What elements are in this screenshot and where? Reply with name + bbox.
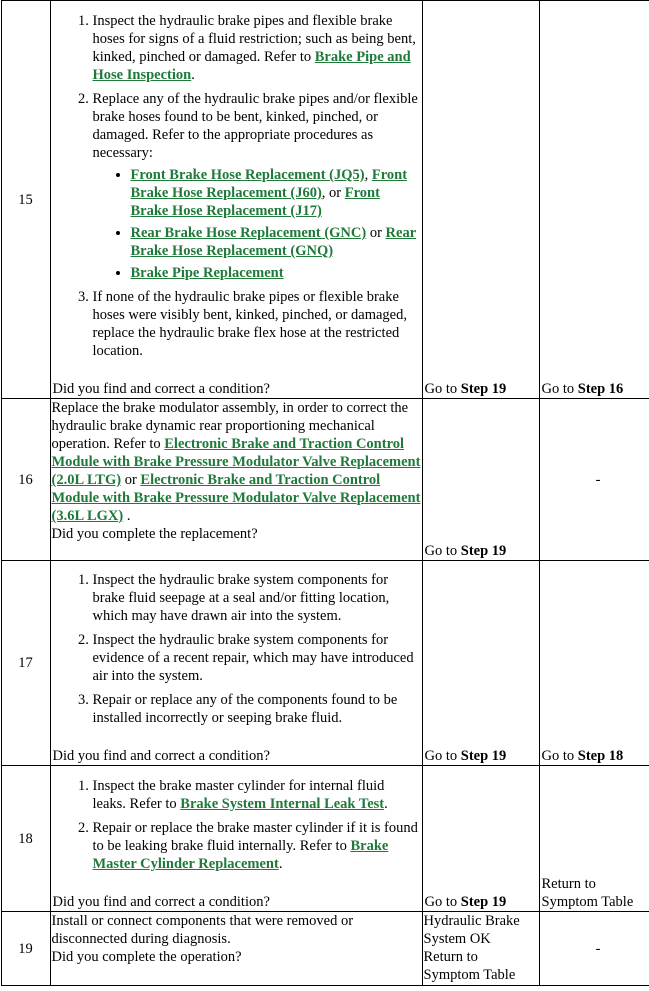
no-goto	[542, 748, 624, 764]
yes-cell	[422, 561, 539, 766]
question-text: Did you find and correct a condition?	[52, 894, 270, 910]
action-cell	[50, 766, 422, 912]
action-cell	[50, 399, 422, 561]
step-ref: Step 19	[460, 543, 507, 559]
internal-leak-test-link[interactable]: Brake System Internal Leak Test	[180, 796, 385, 812]
brake-pipe-hose-inspection-link[interactable]: Brake Pipe and Hose Inspection	[92, 49, 411, 83]
action-list	[53, 12, 420, 360]
action-cell	[50, 1, 422, 399]
yes-goto	[425, 543, 507, 559]
yes-cell	[422, 912, 539, 986]
list-item	[131, 264, 420, 282]
diagnostic-table	[1, 0, 649, 986]
table-row	[1, 1, 649, 399]
step-ref: Step 19	[460, 894, 507, 910]
list-item: 3. Repair or replace any of the components found to be installed incorrectly or seeping brake fluid.	[93, 691, 420, 727]
ebtcm-3-6l-lgx-link[interactable]: Electronic Brake and Traction Control Module with Brake Pressure Modulator Valve Replacement (3.6L LGX)	[51, 472, 421, 524]
step-ref: Step 18	[577, 748, 624, 764]
goto-prefix: Go to	[424, 543, 461, 559]
list-item	[131, 224, 420, 260]
front-hose-j17-link[interactable]: Front Brake Hose Replacement (J17)	[130, 185, 380, 219]
action-cell	[50, 912, 422, 986]
question-text: Did you find and correct a condition?	[52, 381, 270, 397]
no-goto	[542, 381, 624, 397]
question-text: Did you complete the operation?	[51, 949, 242, 965]
goto-prefix: Go to	[424, 748, 461, 764]
list-item	[93, 819, 420, 873]
yes-goto	[425, 894, 507, 910]
item-text: Replace the brake modulator assembly, in order to correct the hydraulic brake dynamic rear proportioning mechanical operation. Refer to	[51, 400, 409, 452]
separator-text: or	[121, 472, 141, 488]
goto-prefix: Go to	[424, 381, 461, 397]
procedure-list	[93, 166, 420, 282]
action-text: Install or connect components that were removed or disconnected during diagnosis.	[51, 913, 354, 947]
no-cell: -	[539, 912, 649, 986]
ebtcm-2-0l-ltg-link[interactable]: Electronic Brake and Traction Control Module with Brake Pressure Modulator Valve Replacement (2.0L LTG)	[51, 436, 421, 488]
action-text	[52, 399, 421, 525]
step-number: 15	[1, 1, 50, 399]
goto-prefix: Go to	[541, 748, 578, 764]
action-list	[53, 571, 420, 727]
no-cell: -	[539, 399, 649, 561]
goto-prefix: Go to	[424, 894, 461, 910]
list-item: 1. Inspect the hydraulic brake system components for brake fluid seepage at a seal and/or fitting location, which may have drawn air into the system.	[93, 571, 420, 625]
front-hose-j60-link[interactable]: Front Brake Hose Replacement (J60)	[130, 167, 408, 201]
question-text: Did you complete the replacement?	[51, 526, 258, 542]
goto-prefix: Go to	[541, 381, 578, 397]
list-item	[93, 90, 420, 282]
item-text: Repair or replace the brake master cylinder if it is found to be leaking brake fluid internally. Refer to	[92, 820, 418, 854]
step-ref: Step 19	[460, 381, 507, 397]
step-number: 18	[1, 766, 50, 912]
table-row	[1, 561, 649, 766]
yes-cell	[422, 1, 539, 399]
item-text: Replace any of the hydraulic brake pipes and/or flexible brake hoses found to be bent, kinked, pinched, or damaged. Refer to the appropriate procedures as necessary:	[92, 91, 418, 161]
list-item	[93, 288, 420, 360]
table-row	[1, 912, 649, 986]
table-row	[1, 399, 649, 561]
table-row	[1, 766, 649, 912]
front-hose-jq5-link[interactable]: Front Brake Hose Replacement (JQ5)	[130, 167, 365, 183]
yes-goto	[425, 381, 507, 397]
item-text: Inspect the brake master cylinder for internal fluid leaks. Refer to	[92, 778, 385, 812]
brake-pipe-replacement-link[interactable]: Brake Pipe Replacement	[130, 265, 284, 281]
return-text: Return to Symptom Table	[423, 949, 516, 983]
yes-cell	[422, 766, 539, 912]
master-cylinder-replacement-link[interactable]: Brake Master Cylinder Replacement	[92, 838, 389, 872]
rear-hose-gnq-link[interactable]: Rear Brake Hose Replacement (GNQ)	[130, 225, 417, 259]
action-list	[53, 777, 420, 873]
item-text: .	[191, 67, 195, 83]
list-item	[93, 12, 420, 84]
separator-text: , or	[321, 185, 342, 201]
no-cell: Return to Symptom Table	[539, 766, 649, 912]
list-item	[131, 166, 420, 220]
list-item	[93, 777, 420, 813]
item-text: .	[384, 796, 388, 812]
no-cell	[539, 1, 649, 399]
action-cell	[50, 561, 422, 766]
item-text: .	[278, 856, 283, 872]
step-number: 16	[1, 399, 50, 561]
yes-cell	[422, 399, 539, 561]
no-cell	[539, 561, 649, 766]
separator-text: .	[123, 508, 131, 524]
status-text: Hydraulic Brake System OK	[423, 913, 520, 947]
step-number: 17	[1, 561, 50, 766]
step-ref: Step 16	[577, 381, 624, 397]
item-text: Inspect the hydraulic brake pipes and flexible brake hoses for signs of a fluid restriction; such as being bent, kinked, pinched or damaged. Refer to	[92, 13, 416, 65]
step-number: 19	[1, 912, 50, 986]
list-item: 2. Inspect the hydraulic brake system components for evidence of a recent repair, which may have introduced air into the system.	[93, 631, 420, 685]
question-text: Did you find and correct a condition?	[52, 748, 270, 764]
rear-hose-gnc-link[interactable]: Rear Brake Hose Replacement (GNC)	[130, 225, 367, 241]
step-ref: Step 19	[460, 748, 507, 764]
separator-text: or	[366, 225, 382, 241]
yes-goto	[425, 748, 507, 764]
item-text: If none of the hydraulic brake pipes or flexible brake hoses were visibly bent, kinked, pinched, or damaged, replace the hydraulic brake flex hose at the restricted location.	[92, 289, 407, 359]
separator-text: ,	[364, 167, 369, 183]
